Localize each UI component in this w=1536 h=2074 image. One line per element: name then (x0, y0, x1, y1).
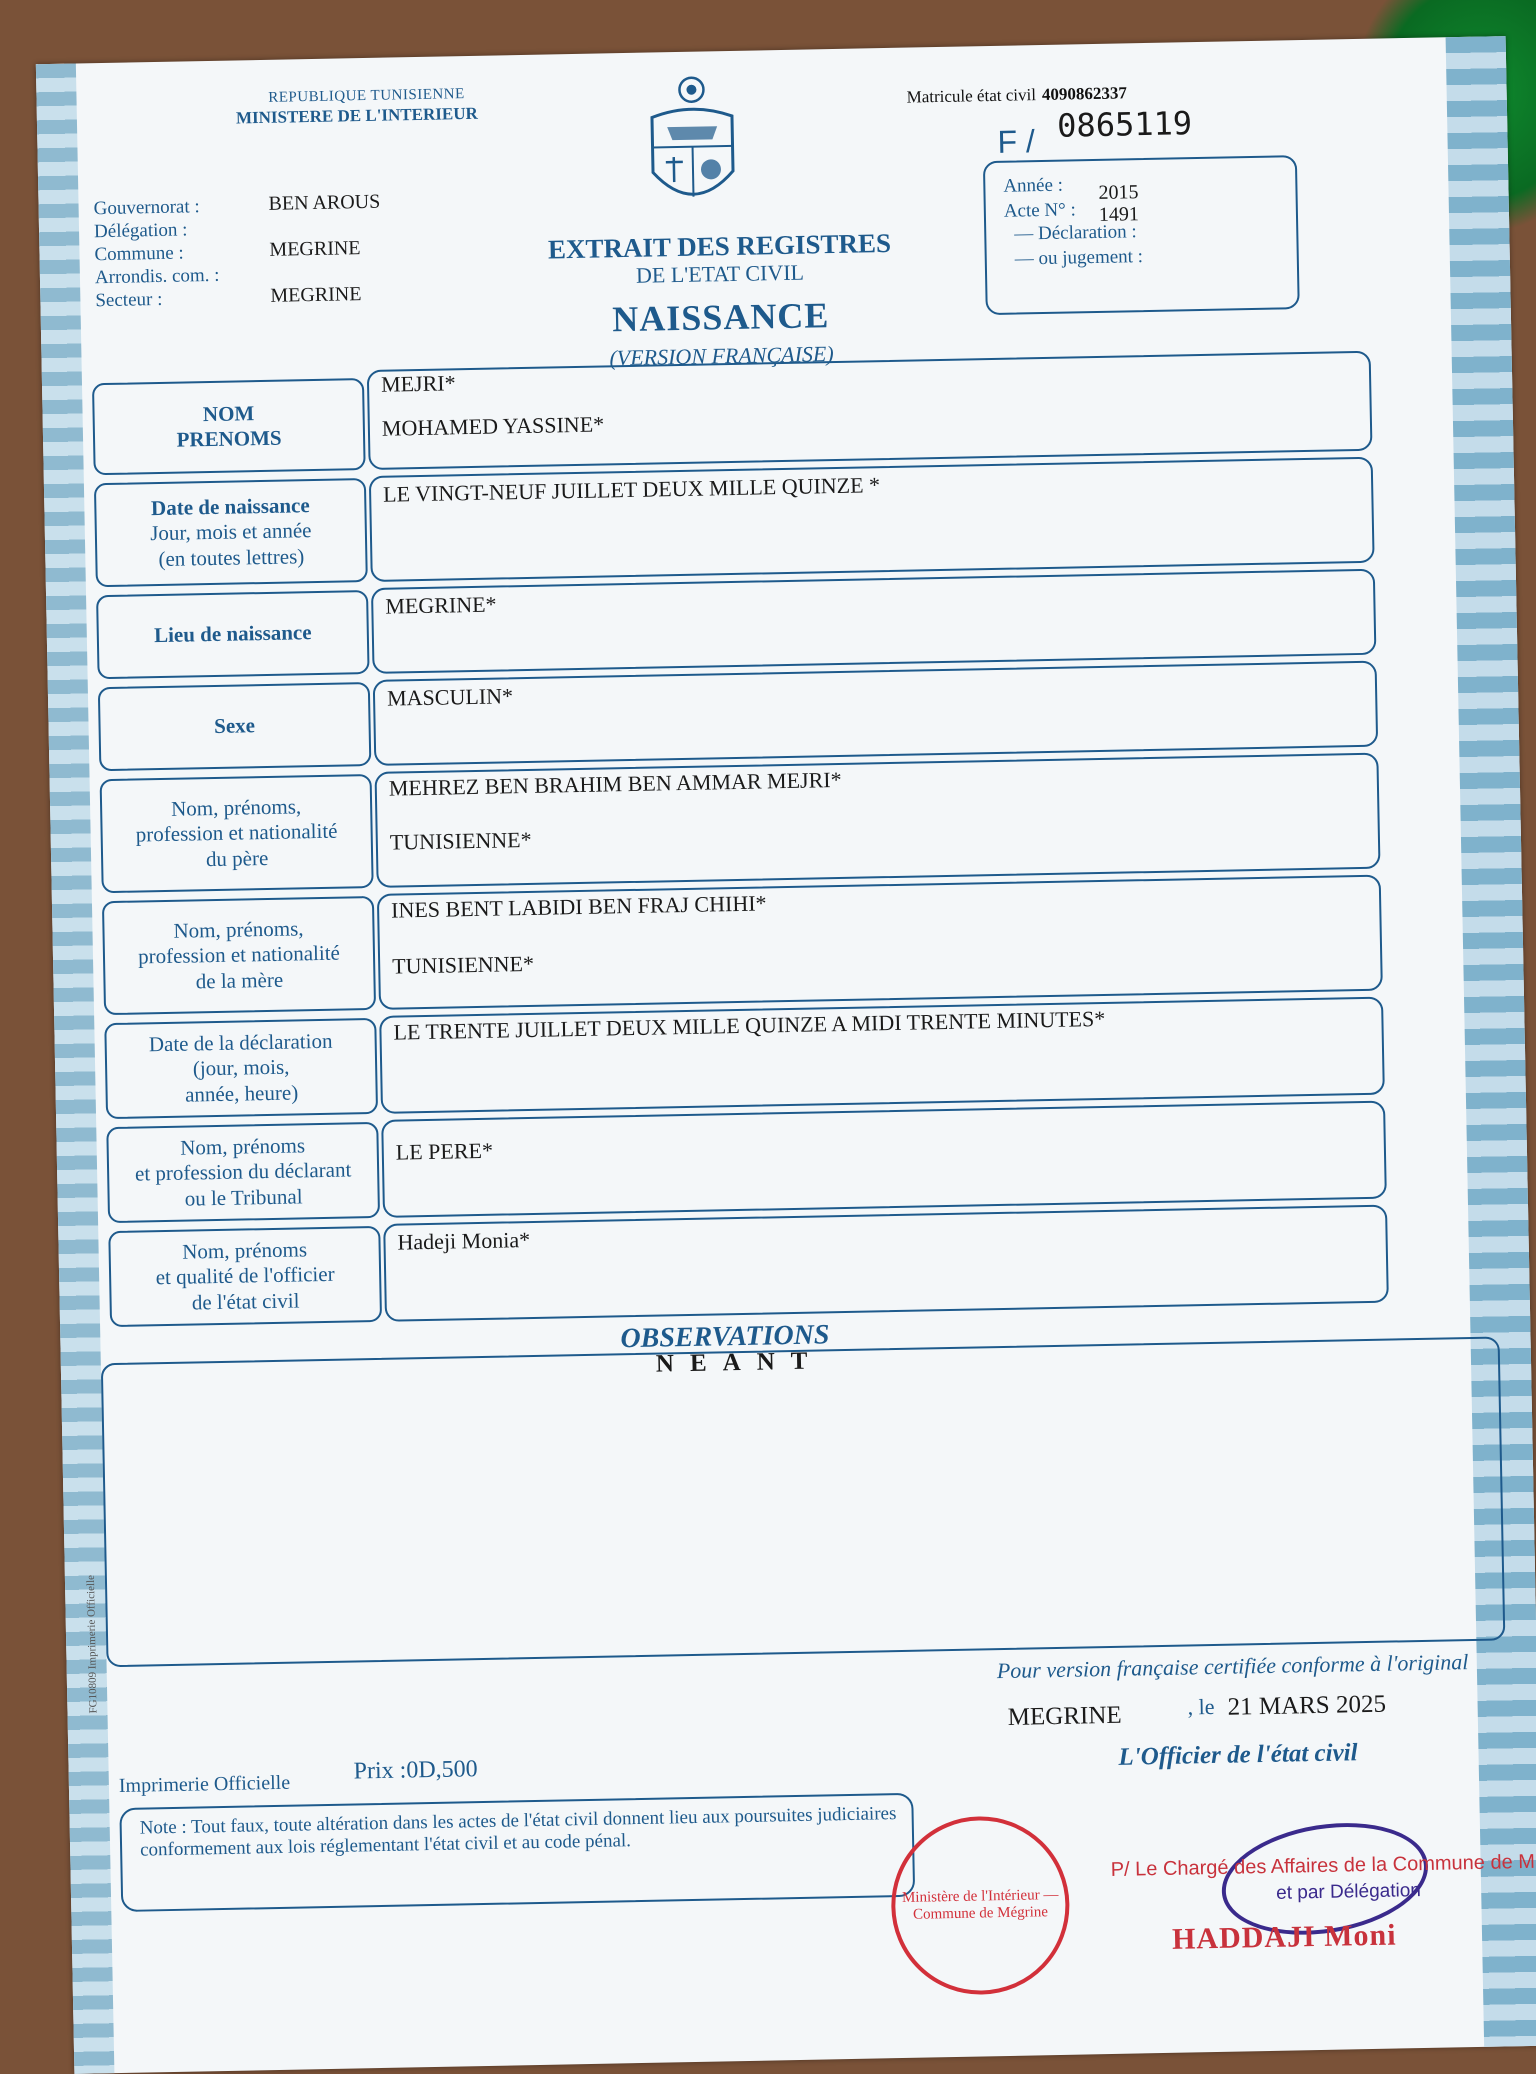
certification-text: Pour version française certifiée conforme à l'original (996, 1649, 1469, 1684)
matricule-label: Matricule état civil (906, 85, 1037, 107)
lieu-naissance-label-box (96, 590, 370, 679)
birth-certificate-document (36, 36, 1536, 2074)
declaration-value-box (379, 997, 1385, 1114)
price-label: Prix :0D,500 (353, 1756, 478, 1785)
document-subtitle: DE L'ETAT CIVIL (635, 259, 805, 288)
decl-label-3: année, heure) (184, 1080, 299, 1107)
charge-affaires-text: P/ Le Chargé des Affaires de la Commune de M (1110, 1850, 1536, 1881)
annee-label: Année : (1003, 174, 1064, 197)
stamp-text: Ministère de l'Intérieur — Commune de Mégrine (901, 1887, 1059, 1923)
version-francaise: (VERSION FRANÇAISE) (609, 341, 834, 371)
mere-label-3: de la mère (195, 967, 284, 993)
ministry-header: MINISTERE DE L'INTERIEUR (235, 103, 478, 128)
secteur-label: Secteur : (95, 288, 163, 312)
pere-label-box (100, 774, 374, 893)
officer-title: L'Officier de l'état civil (1118, 1739, 1358, 1771)
declarant-value-box (381, 1101, 1387, 1218)
nom-label: NOM (202, 400, 255, 426)
sexe-value-box (373, 661, 1378, 766)
officier-value: Hadeji Monia* (397, 1227, 531, 1255)
matricule-value: 4090862337 (1041, 83, 1128, 104)
prenoms-label: PRENOMS (176, 425, 282, 452)
declarant-label-2: et profession du déclarant (134, 1157, 352, 1187)
officier-label-2: et qualité de l'officier (155, 1262, 335, 1290)
officier-label-3: de l'état civil (191, 1288, 300, 1315)
nom-prenoms-value-box (367, 351, 1373, 470)
vertical-print-mark: FG10809 Imprimerie Officielle (84, 1574, 100, 1714)
mere-label-1: Nom, prénoms, (173, 916, 304, 944)
officier-value-box (383, 1205, 1389, 1322)
secteur-value: MEGRINE (270, 283, 362, 307)
par-delegation-text: et par Délégation (1275, 1880, 1422, 1904)
gouvernorat-value: BEN AROUS (268, 190, 381, 215)
declarant-value: LE PERE* (395, 1137, 494, 1165)
commune-label: Commune : (94, 242, 184, 266)
dob-label-3: (en toutes lettres) (158, 543, 305, 571)
lieu-naissance-value-box (371, 569, 1376, 674)
declarant-label-box (106, 1122, 380, 1223)
serial-prefix: F / (997, 123, 1036, 160)
nom-value: MEJRI* (380, 370, 456, 397)
dob-label-1: Date de naissance (150, 493, 310, 521)
officier-label-1: Nom, prénoms (182, 1237, 308, 1264)
dob-label-2: Jour, mois et année (149, 518, 312, 546)
pere-value-1: MEHREZ BEN BRAHIM BEN AMMAR MEJRI* (388, 766, 842, 801)
pere-value-box (374, 753, 1380, 888)
matricule (906, 83, 1127, 107)
date-naissance-value-box (369, 457, 1375, 582)
commune-value: MEGRINE (269, 237, 361, 261)
observations-title: OBSERVATIONS (620, 1319, 830, 1355)
jugement-label: — ou jugement : (1014, 246, 1144, 270)
lieu-label: Lieu de naissance (153, 620, 312, 648)
pere-label-3: du père (205, 845, 269, 871)
decl-value: LE TRENTE JUILLET DEUX MILLE QUINZE A MIDI TRENTE MINUTES* (393, 1005, 1106, 1045)
pere-value-2: TUNISIENNE* (389, 826, 532, 855)
prenoms-value: MOHAMED YASSINE* (381, 411, 605, 441)
naissance-title: NAISSANCE (611, 295, 830, 340)
decorative-border-left (36, 64, 115, 2074)
observations-value: NEANT (655, 1347, 824, 1378)
declaration-label-box (104, 1018, 378, 1119)
sexe-label: Sexe (213, 713, 256, 739)
municipal-stamp-icon (890, 1815, 1071, 1996)
annee-value: 2015 (1098, 181, 1139, 204)
pere-label-1: Nom, prénoms, (170, 794, 302, 822)
nom-prenoms-label-box (92, 378, 366, 475)
imprimerie-label: Imprimerie Officielle (118, 1771, 291, 1798)
lieu-value: MEGRINE* (385, 591, 497, 619)
officier-label-box (108, 1226, 382, 1327)
mere-value-box (377, 875, 1383, 1010)
sexe-value: MASCULIN* (386, 683, 514, 711)
arrondissement-label: Arrondis. com. : (94, 264, 220, 289)
mere-value-1: INES BENT LABIDI BEN FRAJ CHIHI* (390, 890, 767, 923)
mere-label-2: profession et nationalité (137, 941, 341, 969)
declarant-label-3: ou le Tribunal (184, 1183, 303, 1211)
decl-label-1: Date de la déclaration (148, 1029, 333, 1057)
sexe-label-box (98, 682, 372, 771)
issue-date: 21 MARS 2025 (1227, 1690, 1387, 1721)
date-naissance-label-box (94, 478, 368, 587)
declaration-label: — Déclaration : (1014, 221, 1137, 245)
acte-label: Acte N° : (1003, 199, 1076, 222)
gouvernorat-label: Gouvernorat : (93, 196, 200, 220)
place-of-issue: MEGRINE (1007, 1701, 1122, 1731)
date-prefix: , le (1187, 1693, 1215, 1720)
tunisia-coat-of-arms-icon (636, 71, 749, 223)
mere-label-box (102, 896, 376, 1015)
republic-header: REPUBLIQUE TUNISIENNE (268, 86, 465, 106)
observations-box (101, 1336, 1506, 1667)
pere-label-2: profession et nationalité (135, 819, 338, 847)
legal-note: Note : Tout faux, toute altération dans les actes de l'état civil donnent lieu aux poursuites judiciaires conformement aux lois réglementant l'état civil et au code pénal. (139, 1803, 897, 1861)
serial-number: 0865119 (1056, 104, 1193, 145)
signature-name: HADDAJI Moni (1171, 1918, 1397, 1956)
decorative-border-right (1446, 36, 1536, 2047)
dob-value: LE VINGT-NEUF JUILLET DEUX MILLE QUINZE * (382, 472, 881, 507)
delegation-label: Délégation : (93, 219, 188, 243)
acte-value: 1491 (1098, 203, 1140, 226)
decl-label-2: (jour, mois, (192, 1055, 290, 1081)
declarant-label-1: Nom, prénoms (180, 1133, 306, 1160)
document-title: EXTRAIT DES REGISTRES (547, 227, 892, 265)
mere-value-2: TUNISIENNE* (391, 950, 535, 979)
